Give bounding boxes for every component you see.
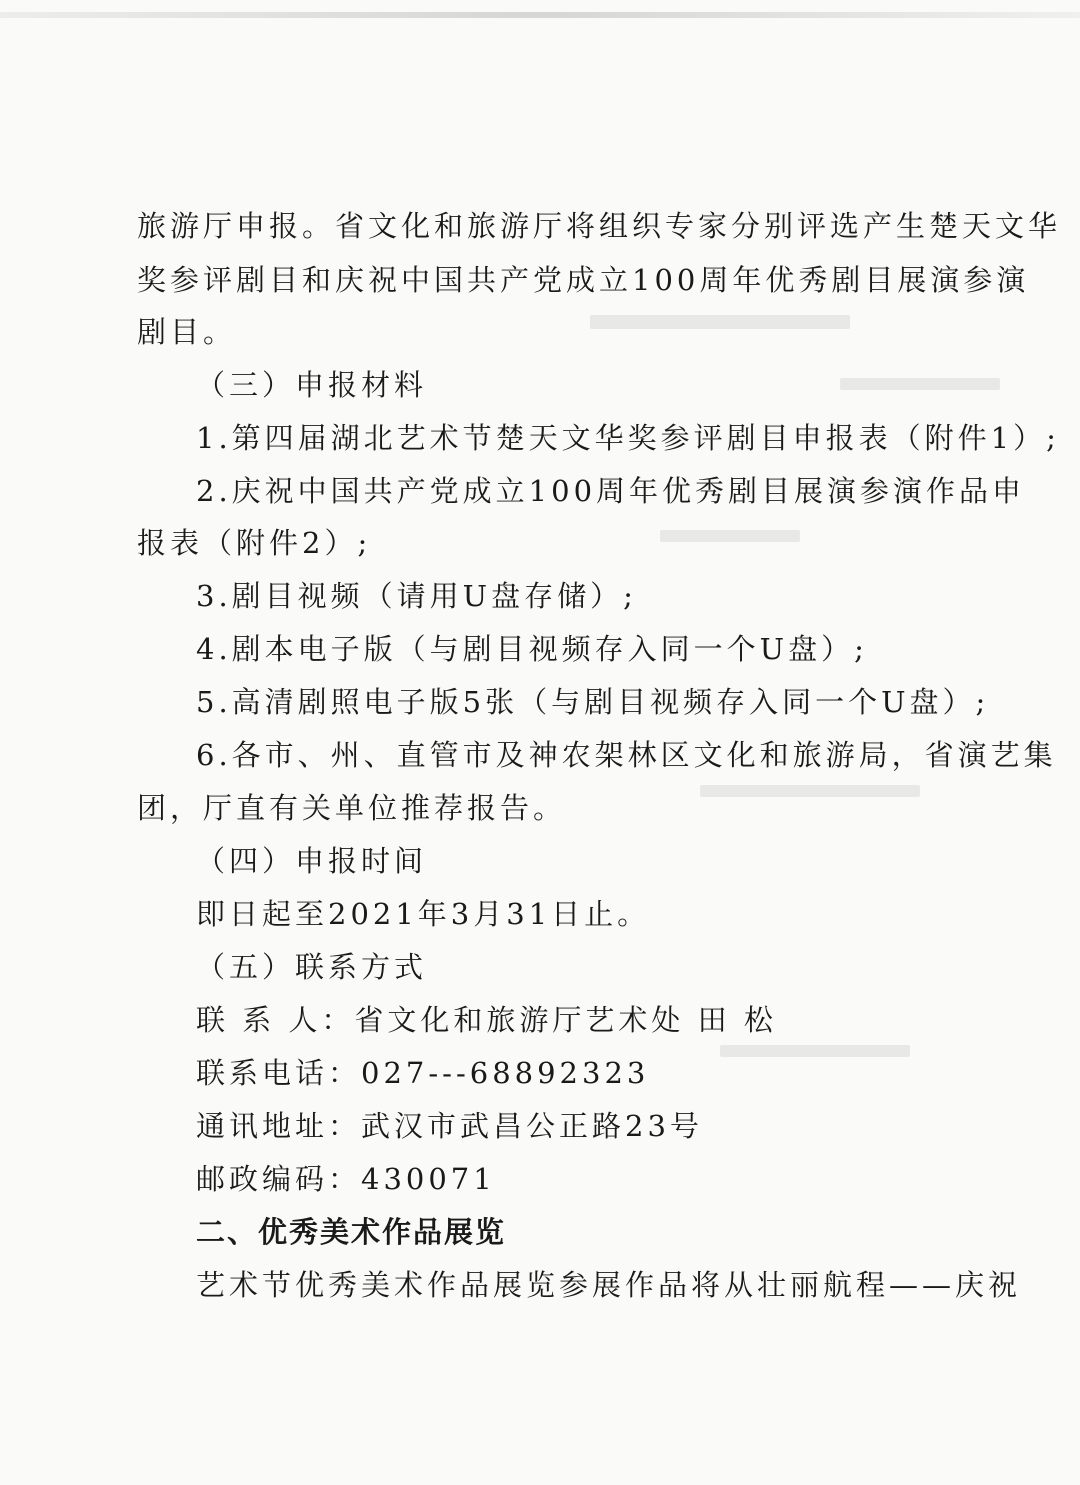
section-subheading: （四）申报时间 — [196, 844, 428, 878]
list-item-continuation: 报表（附件2）; — [137, 526, 372, 560]
list-item: 2.庆祝中国共产党成立100周年优秀剧目展演参演作品申 — [196, 474, 1026, 508]
list-item: 4.剧本电子版（与剧目视频存入同一个U盘）; — [196, 632, 868, 666]
bleed-through-mark — [700, 785, 920, 797]
list-item: 3.剧目视频（请用U盘存储）; — [196, 579, 637, 613]
body-text-line: 剧目。 — [137, 315, 237, 349]
bleed-through-mark — [840, 378, 1000, 390]
section-subheading: （三）申报材料 — [196, 368, 428, 402]
scan-edge-artifact — [0, 12, 1080, 18]
bleed-through-mark — [660, 530, 800, 542]
body-text-line: 即日起至2021年3月31日止。 — [196, 897, 651, 931]
body-text-line: 艺术节优秀美术作品展览参展作品将从壮丽航程——庆祝 — [196, 1268, 1022, 1302]
body-text-line: 旅游厅申报。省文化和旅游厅将组织专家分别评选产生楚天文华 — [137, 209, 1062, 243]
contact-address: 通讯地址：武汉市武昌公正路23号 — [196, 1109, 703, 1143]
section-subheading: （五）联系方式 — [196, 950, 428, 984]
bleed-through-mark — [590, 315, 850, 329]
list-item: 5.高清剧照电子版5张（与剧目视频存入同一个U盘）; — [196, 685, 990, 719]
body-text-line: 奖参评剧目和庆祝中国共产党成立100周年优秀剧目展演参演 — [137, 263, 1030, 297]
contact-phone: 联系电话：027---68892323 — [196, 1056, 650, 1090]
list-item: 6.各市、州、直管市及神农架林区文化和旅游局，省演艺集 — [196, 738, 1057, 772]
bleed-through-mark — [720, 1045, 910, 1057]
list-item: 1.第四届湖北艺术节楚天文华奖参评剧目申报表（附件1）; — [196, 421, 1060, 455]
contact-person: 联 系 人：省文化和旅游厅艺术处 田 松 — [196, 1003, 777, 1037]
list-item-continuation: 团，厅直有关单位推荐报告。 — [137, 791, 567, 825]
contact-postcode: 邮政编码：430071 — [196, 1162, 496, 1196]
section-heading: 二、优秀美术作品展览 — [196, 1215, 507, 1249]
